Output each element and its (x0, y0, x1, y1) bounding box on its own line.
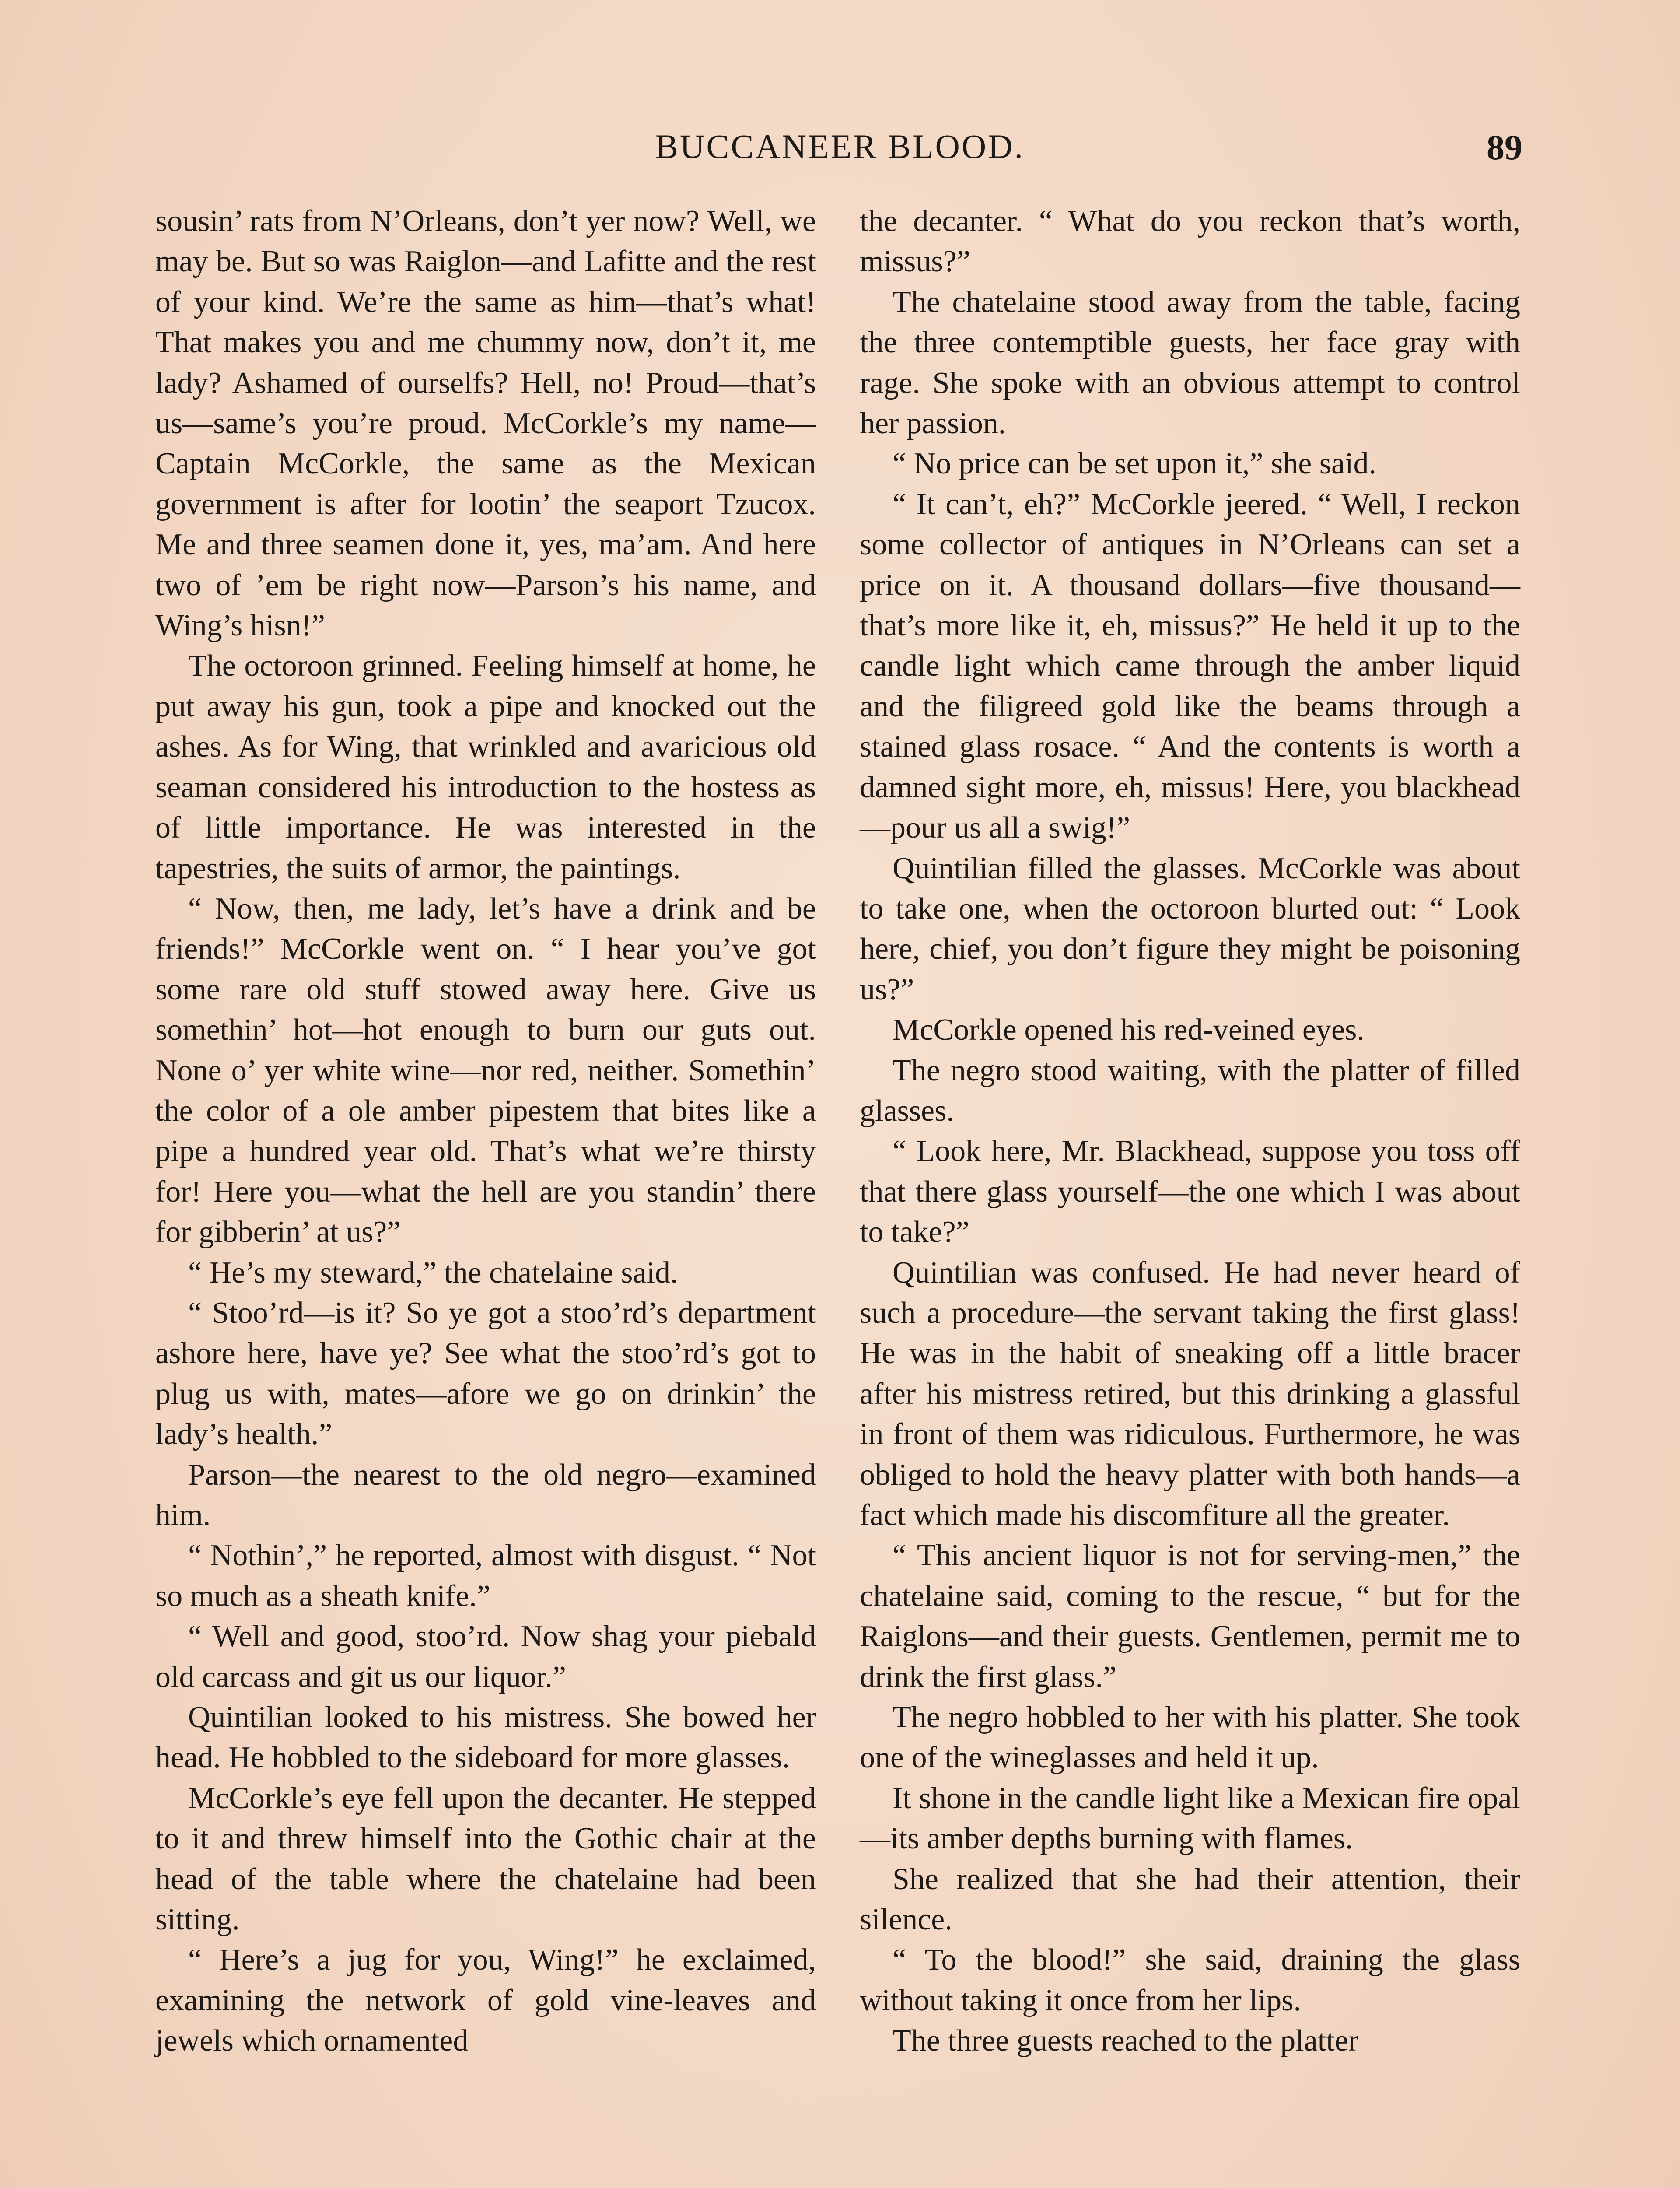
paragraph: “ Stoo’rd—is it? So ye got a stoo’rd’s department ashore here, have ye? See what the stoo’rd’s got to plug us with, mates—afore we go on drinkin’ the lady’s health.” (155, 1296, 816, 1452)
paragraph: Quintilian filled the glasses. McCorkle was about to take one, when the octoroon blurted out: “ Look here, chief, you don’t figure they might be poisoning us?” (860, 851, 1520, 1006)
page-header (158, 127, 1522, 179)
paragraph: Quintilian was confused. He had never heard of such a procedure—the servant taking the first glass! He was in the habit of sneaking off a little bracer after his mistress retired, but this drinking a glassful in front of them was ridiculous. Furthermore, he was obliged to hold the heavy platter with both hands—a fact which made his discomfiture all the greater. (860, 1255, 1520, 1532)
paragraph: “ Nothin’,” he reported, almost with disgust. “ Not so much as a sheath knife.” (155, 1539, 816, 1613)
paragraph: “ To the blood!” she said, draining the glass without taking it once from her lips. (860, 1943, 1520, 2017)
running-title: BUCCANEER BLOOD. (655, 127, 1025, 165)
paragraph: “ Now, then, me lady, let’s have a drink and be friends!” McCorkle went on. “ I hear you’ve got some rare old stuff stowed away here. Give us somethin’ hot—hot enough to burn our guts out. None o’ yer white wine—nor red, neither. Somethin’ the color of a ole amber pipestem that bites like a pipe a hundred year old. That’s what we’re thirsty for! Here you—what the hell are you standin’ there for gibberin’ at us?” (155, 891, 816, 1249)
paragraph: The chatelaine stood away from the table, facing the three contemptible guests, her face gray with rage. She spoke with an obvious attempt to control her passion. (860, 285, 1520, 441)
paragraph: “ This ancient liquor is not for serving-men,” the chatelaine said, coming to the rescue, “ but for the Raiglons—and their guests. Gentlemen, permit me to drink the first glass.” (860, 1539, 1520, 1694)
paragraph: Quintilian looked to his mistress. She bowed her head. He hobbled to the sideboard for more glasses. (155, 1701, 816, 1775)
paragraph: McCorkle’s eye fell upon the decanter. He stepped to it and threw himself into the Gothic chair at the head of the table where the chatelaine had been sitting. (155, 1781, 816, 1937)
paragraph: McCorkle opened his red-veined eyes. (892, 1013, 1365, 1047)
paragraph: The three guests reached to the platter (892, 2024, 1359, 2058)
page-number: 89 (1487, 127, 1522, 167)
paragraph: The negro hobbled to her with his platter. She took one of the wineglasses and held it up. (860, 1701, 1520, 1775)
paragraph: “ Here’s a jug for you, Wing!” he exclaimed, examining the network of gold vine-leaves and jewels which ornamented (155, 1943, 816, 2058)
paragraph: She realized that she had their attention, their silence. (860, 1862, 1520, 1937)
paragraph: “ He’s my steward,” the chatelaine said. (188, 1255, 678, 1290)
paragraph: “ Look here, Mr. Blackhead, suppose you toss off that there glass yourself—the one which I was about to take?” (860, 1134, 1520, 1249)
paragraph: Parson—the nearest to the old negro—examined him. (155, 1458, 816, 1532)
paragraph: The octoroon grinned. Feeling himself at home, he put away his gun, took a pipe and knocked out the ashes. As for Wing, that wrinkled and avaricious old seaman considered his introduction to the hostess as of little importance. He was interested in the tapestries, the suits of armor, the paintings. (155, 649, 816, 885)
paragraph: It shone in the candle light like a Mexican fire opal—its amber depths burning with flames. (860, 1781, 1520, 1856)
paragraph: “ It can’t, eh?” McCorkle jeered. “ Well, I reckon some collector of antiques in N’Orleans can set a price on it. A thousand dollars—five thousand—that’s more like it, eh, missus?” He held it up to the candle light which came through the amber liquid and the filigreed gold like the beams through a stained glass rosace. “ And the contents is worth a damned sight more, eh, missus! Here, you blackhead—pour us all a swig!” (860, 487, 1520, 845)
paragraph: sousin’ rats from N’Orleans, don’t yer now? Well, we may be. But so was Raiglon—and Lafitte and the rest of your kind. We’re the same as him—that’s what! That makes you and me chummy now, don’t it, me lady? Ashamed of ourselfs? Hell, no! Proud—that’s us—same’s you’re proud. McCorkle’s my name—Captain McCorkle, the same as the Mexican government is after for lootin’ the seaport Tzucox. Me and three seamen done it, yes, ma’am. And here two of ’em be right now—Parson’s his name, and Wing’s hisn!” (155, 204, 816, 643)
paragraph: The negro stood waiting, with the platter of filled glasses. (860, 1053, 1520, 1128)
paragraph: “ Well and good, stoo’rd. Now shag your piebald old carcass and git us our liquor.” (155, 1620, 816, 1694)
paragraph: “ No price can be set upon it,” she said. (892, 447, 1377, 481)
right-column (860, 201, 1520, 2062)
left-column (155, 201, 816, 2062)
paragraph: the decanter. “ What do you reckon that’s worth, missus?” (860, 204, 1520, 279)
